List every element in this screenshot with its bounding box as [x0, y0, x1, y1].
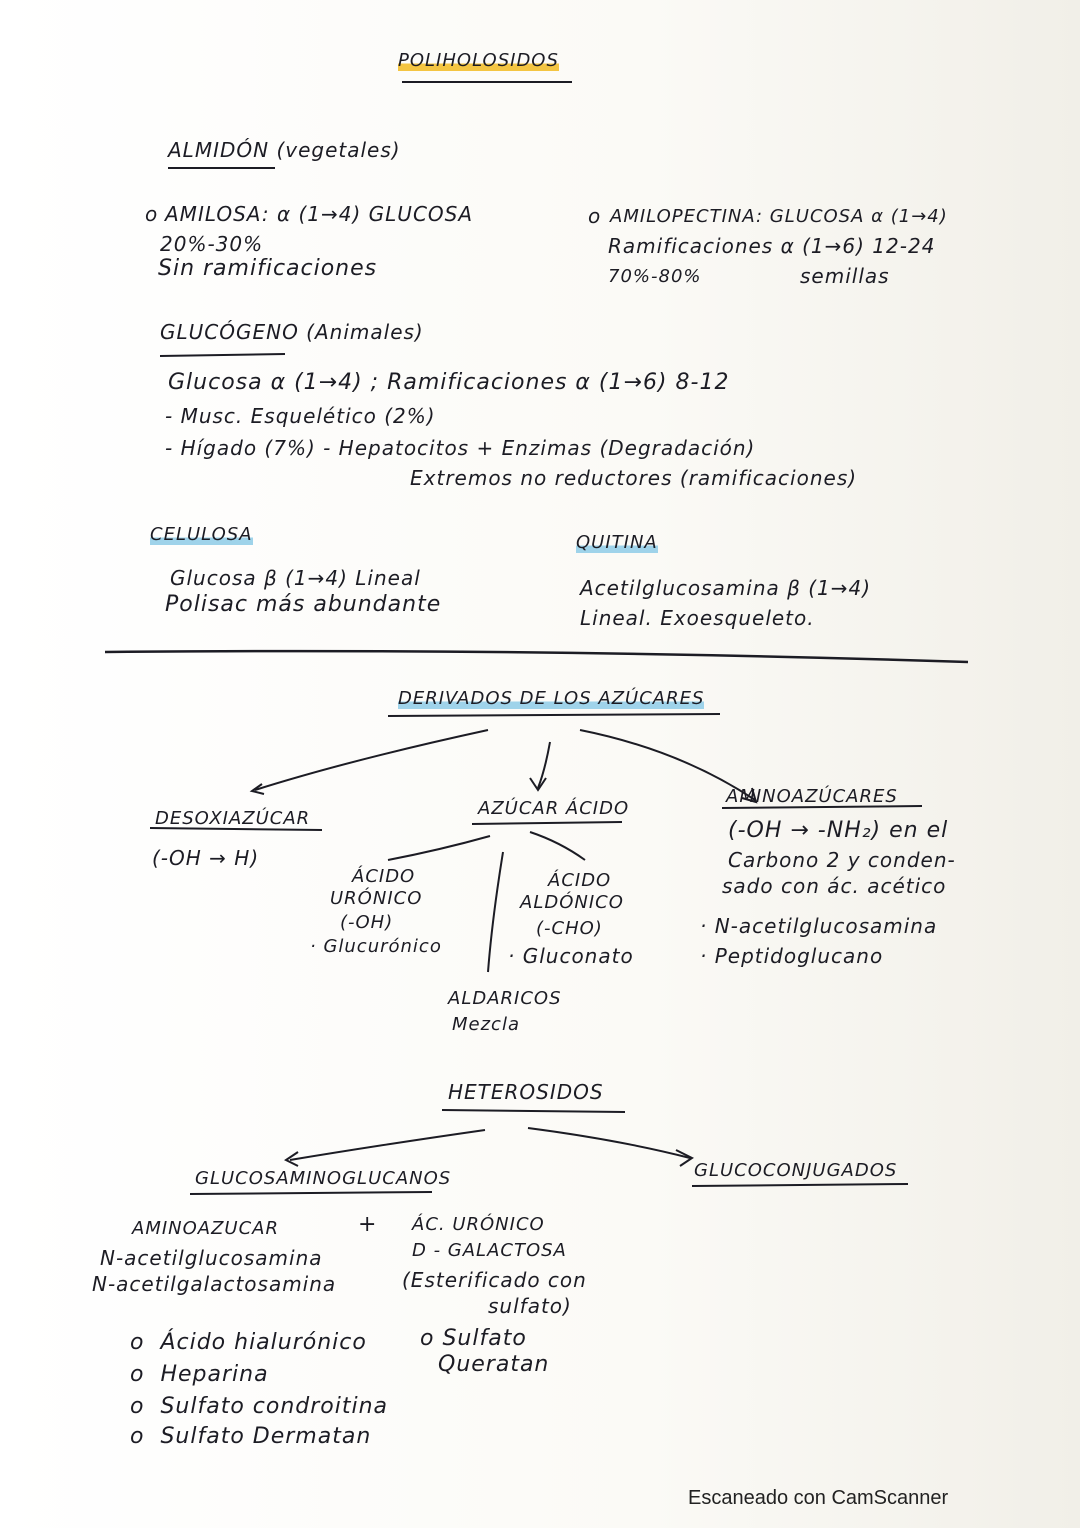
plus-sign: + [358, 1212, 378, 1237]
derivados-heading: DERIVADOS DE LOS AZÚCARES [398, 688, 705, 709]
aldonico-line2: ALDÓNICO [520, 892, 624, 913]
amilosa-line1: AMILOSA: α (1→4) GLUCOSA [165, 202, 474, 226]
nacetil-galactosamina: N-acetilgalactosamina [92, 1272, 337, 1296]
uronico-line4: · Glucurónico [310, 936, 442, 957]
gag-item-1: o Ácido hialurónico [130, 1330, 367, 1355]
desoxi-line1: (-OH → H) [152, 846, 260, 870]
glucogeno-line3: - Hígado (7%) - Hepatocitos + Enzimas (Degradación) [165, 436, 756, 460]
gag-item-right-2: Queratan [438, 1352, 550, 1377]
desoxi-heading: DESOXIAZÚCAR [155, 808, 311, 829]
glucogeno-line2: - Musc. Esquelético (2%) [165, 404, 436, 428]
glucogeno-line4: Extremos no reductores (ramificaciones) [410, 466, 858, 490]
esterificado-line2: sulfato) [488, 1294, 572, 1318]
amilopectina-bullet: o [588, 204, 602, 228]
gag-item-2: o Heparina [130, 1362, 269, 1387]
amino-item2: · Peptidoglucano [700, 944, 884, 968]
uronico-line3: (-OH) [340, 912, 394, 933]
gag-heading: GLUCOSAMINOGLUCANOS [195, 1168, 452, 1189]
quitina-line1: Acetilglucosamina β (1→4) [580, 576, 872, 600]
camscanner-footer: Escaneado con CamScanner [688, 1487, 949, 1509]
amilopectina-line3a: 70%-80% [608, 266, 702, 287]
uronico-line2: URÓNICO [330, 888, 423, 909]
page-title: POLIHOLOSIDOS [398, 50, 559, 71]
gag-item-4: o Sulfato Dermatan [130, 1424, 372, 1449]
galactosa-label: D - GALACTOSA [412, 1240, 567, 1261]
amino-line3: sado con ác. acético [722, 874, 947, 898]
uronico-line1: ÁCIDO [352, 866, 416, 887]
amilosa-line3: Sin ramificaciones [158, 256, 378, 281]
gag-item-right-1: o Sulfato [420, 1326, 527, 1351]
celulosa-heading: CELULOSA [150, 524, 253, 545]
amilosa-bullet: o [145, 202, 159, 226]
aldonico-line3: (-CHO) [536, 918, 603, 939]
aldaricos-line1: ALDARICOS [448, 988, 562, 1009]
amilopectina-line1: AMILOPECTINA: GLUCOSA α (1→4) [610, 206, 948, 227]
glucoconjugados-heading: GLUCOCONJUGADOS [694, 1160, 898, 1181]
amilosa-line2: 20%-30% [160, 232, 264, 256]
amilopectina-line3b: semillas [800, 264, 890, 288]
azucar-acido-heading: AZÚCAR ÁCIDO [478, 798, 630, 819]
nacetil-glucosamina: N-acetilglucosamina [100, 1246, 323, 1270]
acuronico-label: ÁC. URÓNICO [412, 1214, 545, 1235]
esterificado-line1: (Esterificado con [402, 1268, 587, 1292]
amino-line1: (-OH → -NH₂) en el [728, 818, 949, 843]
almidon-heading: ALMIDÓN (vegetales) [168, 138, 401, 162]
aminoazucares-heading: AMINOAZÚCARES [726, 786, 898, 807]
celulosa-line2: Polisac más abundante [165, 592, 442, 617]
aldonico-line1: ÁCIDO [548, 870, 612, 891]
aldonico-line4: · Gluconato [508, 944, 634, 968]
amino-item1: · N-acetilglucosamina [700, 914, 938, 938]
amilopectina-line2: Ramificaciones α (1→6) 12-24 [608, 234, 936, 258]
glucogeno-heading: GLUCÓGENO (Animales) [160, 320, 424, 344]
gag-item-3: o Sulfato condroitina [130, 1394, 389, 1419]
aminoazucar-label: AMINOAZUCAR [132, 1218, 279, 1239]
quitina-line2: Lineal. Exoesqueleto. [580, 606, 815, 630]
quitina-heading: QUITINA [576, 532, 658, 553]
heterosidos-heading: HETEROSIDOS [448, 1080, 604, 1104]
celulosa-line1: Glucosa β (1→4) Lineal [170, 566, 421, 590]
glucogeno-line1: Glucosa α (1→4) ; Ramificaciones α (1→6) 8-12 [168, 370, 730, 395]
amino-line2: Carbono 2 y conden- [728, 848, 956, 872]
aldaricos-line2: Mezcla [452, 1014, 520, 1035]
